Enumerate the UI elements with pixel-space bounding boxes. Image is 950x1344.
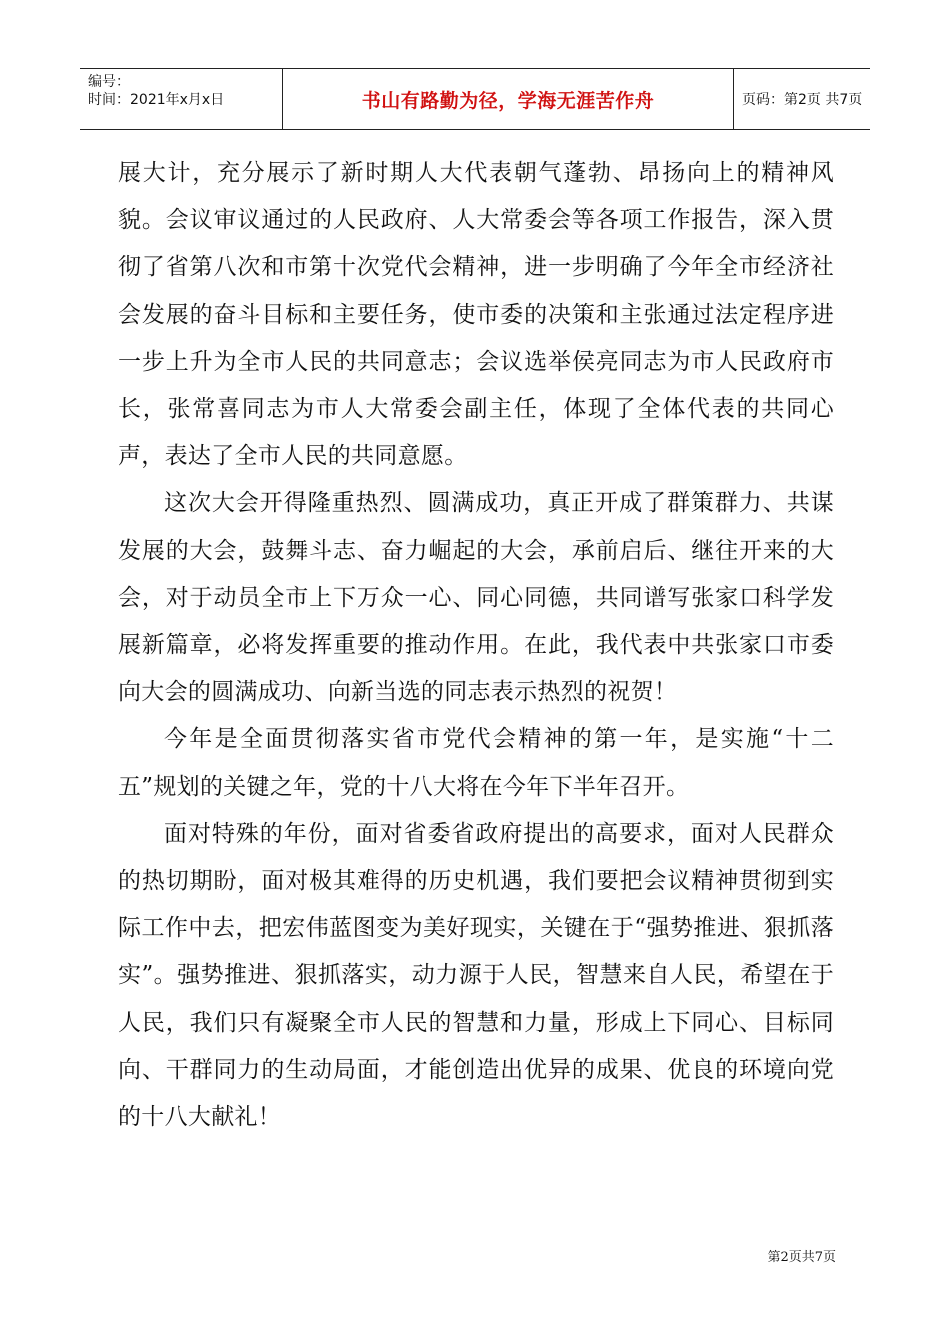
- paragraph: 这次大会开得隆重热烈、圆满成功，真正开成了群策群力、共谋发展的大会，鼓舞斗志、奋力崛起的大会，承前启后、继往开来的大会，对于动员全市上下万众一心、同心同德，共同谱写张家口科学发展新篇章，必将发挥重要的推动作用。在此，我代表中共张家口市委向大会的圆满成功、向新当选的同志表示热烈的祝贺！: [118, 490, 834, 706]
- document-time-label: 时间：2021年x月x日: [88, 92, 225, 108]
- header-meta-cell: [80, 69, 282, 129]
- header-page-number: 页码：第2页 共7页: [742, 92, 863, 108]
- page-header: [80, 68, 870, 130]
- document-number-label: 编号：: [88, 74, 130, 90]
- document-body: [118, 150, 834, 1141]
- footer-page-number: 第2页共7页: [767, 1250, 836, 1265]
- header-page-cell: [732, 69, 870, 129]
- header-motto-cell: [282, 69, 734, 129]
- paragraph: 面对特殊的年份，面对省委省政府提出的高要求，面对人民群众的热切期盼，面对极其难得的历史机遇，我们要把会议精神贯彻到实际工作中去，把宏伟蓝图变为美好现实，关键在于“强势推进、狠抓落实”。强势推进、狠抓落实，动力源于人民，智慧来自人民，希望在于人民，我们只有凝聚全市人民的智慧和力量，形成上下同心、目标同向、干群同力的生动局面，才能创造出优异的成果、优良的环境向党的十八大献礼！: [118, 820, 834, 1131]
- header-motto: 书山有路勤为径，学海无涯苦作舟: [361, 90, 655, 112]
- paragraph: 今年是全面贯彻落实省市党代会精神的第一年，是实施“十二五”规划的关键之年，党的十八大将在今年下半年召开。: [118, 726, 834, 800]
- paragraph: 展大计，充分展示了新时期人大代表朝气蓬勃、昂扬向上的精神风貌。会议审议通过的人民政府、人大常委会等各项工作报告，深入贯彻了省第八次和市第十次党代会精神，进一步明确了今年全市经济社会发展的奋斗目标和主要任务，使市委的决策和主张通过法定程序进一步上升为全市人民的共同意志；会议选举侯亮同志为市人民政府市长，张常喜同志为市人大常委会副主任，体现了全体代表的共同心声，表达了全市人民的共同意愿。: [118, 160, 834, 470]
